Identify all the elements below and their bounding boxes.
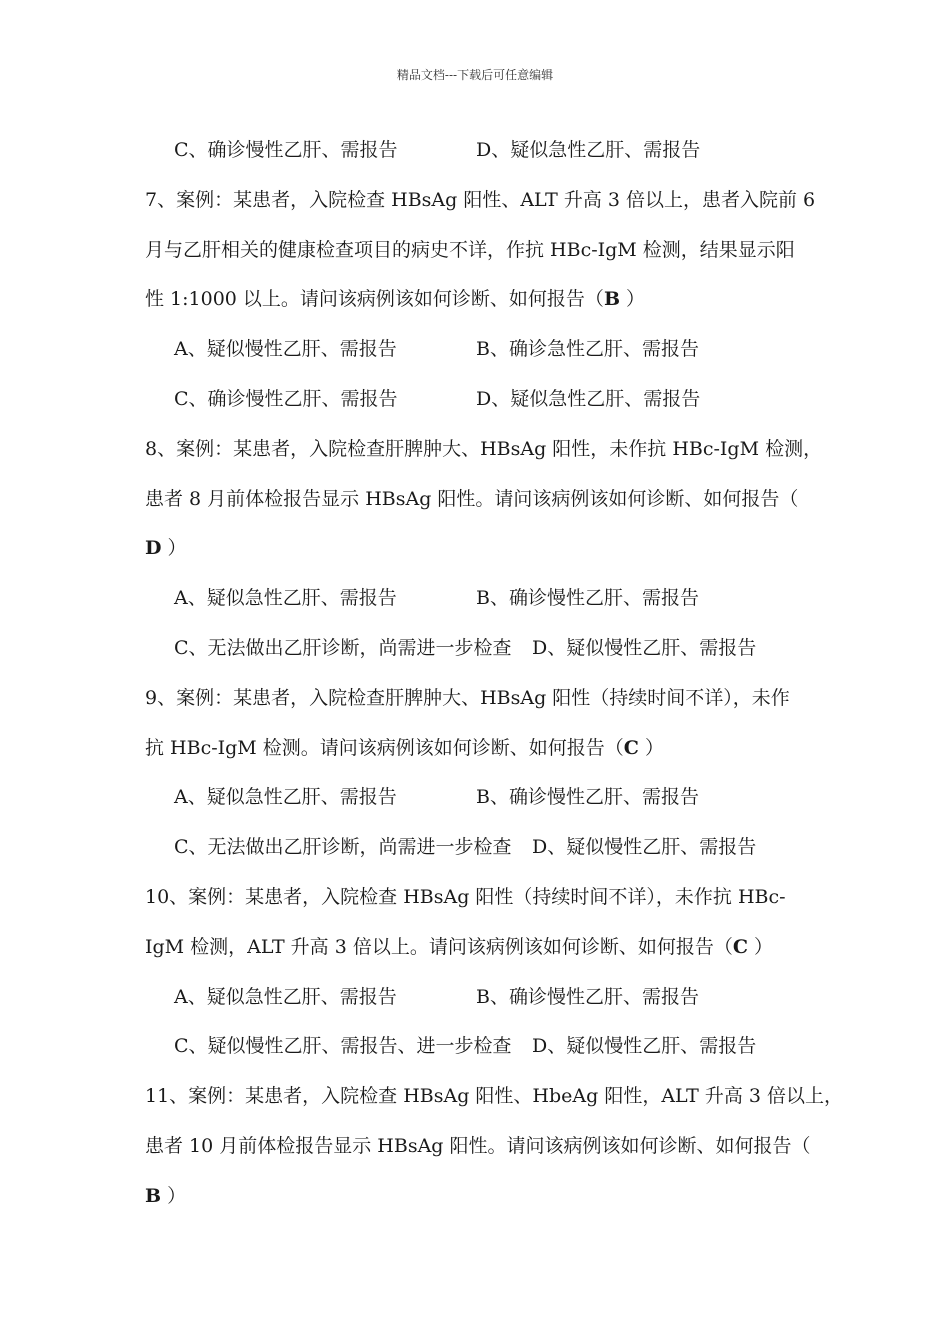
- closing-paren: ）: [167, 537, 187, 560]
- answer-letter: D: [145, 537, 162, 560]
- question-text: 患者 8 月前体检报告显示 HBsAg 阳性。请问该病例该如何诊断、如何报告（: [145, 487, 799, 510]
- question-line: [145, 477, 810, 527]
- question-text: 月与乙肝相关的健康检查项目的病史不详，作抗 HBc-IgM 检测，结果显示阳: [145, 238, 795, 261]
- question-text: 9、案例：某患者，入院检查肝脾肿大、HBsAg 阳性（持续时间不详），未作: [145, 686, 790, 709]
- question-text: IgM 检测，ALT 升高 3 倍以上。请问该病例该如何诊断、如何报告（: [145, 935, 733, 958]
- option-right: D、疑似急性乙肝、需报告: [476, 139, 701, 161]
- question-line: [145, 277, 810, 327]
- option-right: B、确诊慢性乙肝、需报告: [476, 985, 699, 1008]
- answer-letter: B: [603, 288, 620, 311]
- document-body: [145, 128, 843, 1224]
- option-left: C、无法做出乙肝诊断，尚需进一步检查: [174, 636, 512, 659]
- option-right: B、确诊急性乙肝、需报告: [476, 338, 699, 361]
- question-text: 10、案例：某患者，入院检查 HBsAg 阳性（持续时间不详），未作抗 HBc-: [145, 885, 786, 908]
- closing-paren: ）: [754, 935, 774, 958]
- option-right: D、疑似慢性乙肝、需报告: [532, 1035, 757, 1058]
- closing-paren: ）: [626, 288, 646, 311]
- question-line: [145, 178, 816, 228]
- page-header: 精品文档---下载后可任意编辑: [396, 68, 554, 82]
- option-row: [145, 775, 810, 825]
- closing-paren: ）: [644, 736, 664, 759]
- question-line: [145, 526, 810, 576]
- option-row: [145, 1024, 810, 1074]
- question-line: [145, 925, 810, 975]
- closing-paren: ）: [167, 1184, 187, 1207]
- question-line: [145, 1174, 810, 1224]
- option-row: [145, 576, 810, 626]
- question-line: [145, 228, 810, 278]
- option-row: [145, 626, 810, 676]
- question-line: [145, 726, 810, 776]
- option-right: D、疑似急性乙肝、需报告: [476, 387, 701, 410]
- question-line: [145, 1074, 843, 1124]
- option-left: A、疑似慢性乙肝、需报告: [174, 338, 397, 361]
- answer-letter: B: [145, 1184, 162, 1207]
- question-line: [145, 427, 823, 477]
- question-line: [145, 1124, 810, 1174]
- option-row: [145, 377, 810, 427]
- option-row: [145, 975, 810, 1025]
- question-text: 8、案例：某患者，入院检查肝脾肿大、HBsAg 阳性，未作抗 HBc-IgM 检测，: [145, 437, 823, 460]
- answer-letter: C: [732, 935, 748, 958]
- question-text: 抗 HBc-IgM 检测。请问该病例该如何诊断、如何报告（: [145, 736, 624, 759]
- question-text: 患者 10 月前体检报告显示 HBsAg 阳性。请问该病例该如何诊断、如何报告（: [145, 1134, 811, 1157]
- option-row: [145, 825, 810, 875]
- option-right: B、确诊慢性乙肝、需报告: [476, 786, 699, 809]
- option-left: A、疑似急性乙肝、需报告: [174, 786, 397, 809]
- option-left: C、确诊慢性乙肝、需报告: [174, 387, 398, 410]
- option-row: [145, 128, 810, 178]
- question-text: 7、案例：某患者，入院检查 HBsAg 阳性、ALT 升高 3 倍以上，患者入院前 6: [145, 188, 816, 211]
- option-row: [145, 327, 810, 377]
- option-left: C、确诊慢性乙肝、需报告: [174, 139, 398, 161]
- option-right: D、疑似慢性乙肝、需报告: [532, 636, 757, 659]
- option-left: A、疑似急性乙肝、需报告: [174, 587, 397, 610]
- question-text: 性 1:1000 以上。请问该病例该如何诊断、如何报告（: [145, 288, 604, 311]
- option-left: A、疑似急性乙肝、需报告: [174, 985, 397, 1008]
- answer-letter: C: [623, 736, 639, 759]
- option-left: C、无法做出乙肝诊断，尚需进一步检查: [174, 836, 512, 859]
- option-right: B、确诊慢性乙肝、需报告: [476, 587, 699, 610]
- question-text: 11、案例：某患者，入院检查 HBsAg 阳性、HbeAg 阳性，ALT 升高 3 倍以上，: [145, 1085, 843, 1108]
- option-left: C、疑似慢性乙肝、需报告、进一步检查: [174, 1035, 512, 1058]
- question-line: [145, 875, 810, 925]
- option-right: D、疑似慢性乙肝、需报告: [532, 836, 757, 859]
- question-line: [145, 676, 810, 726]
